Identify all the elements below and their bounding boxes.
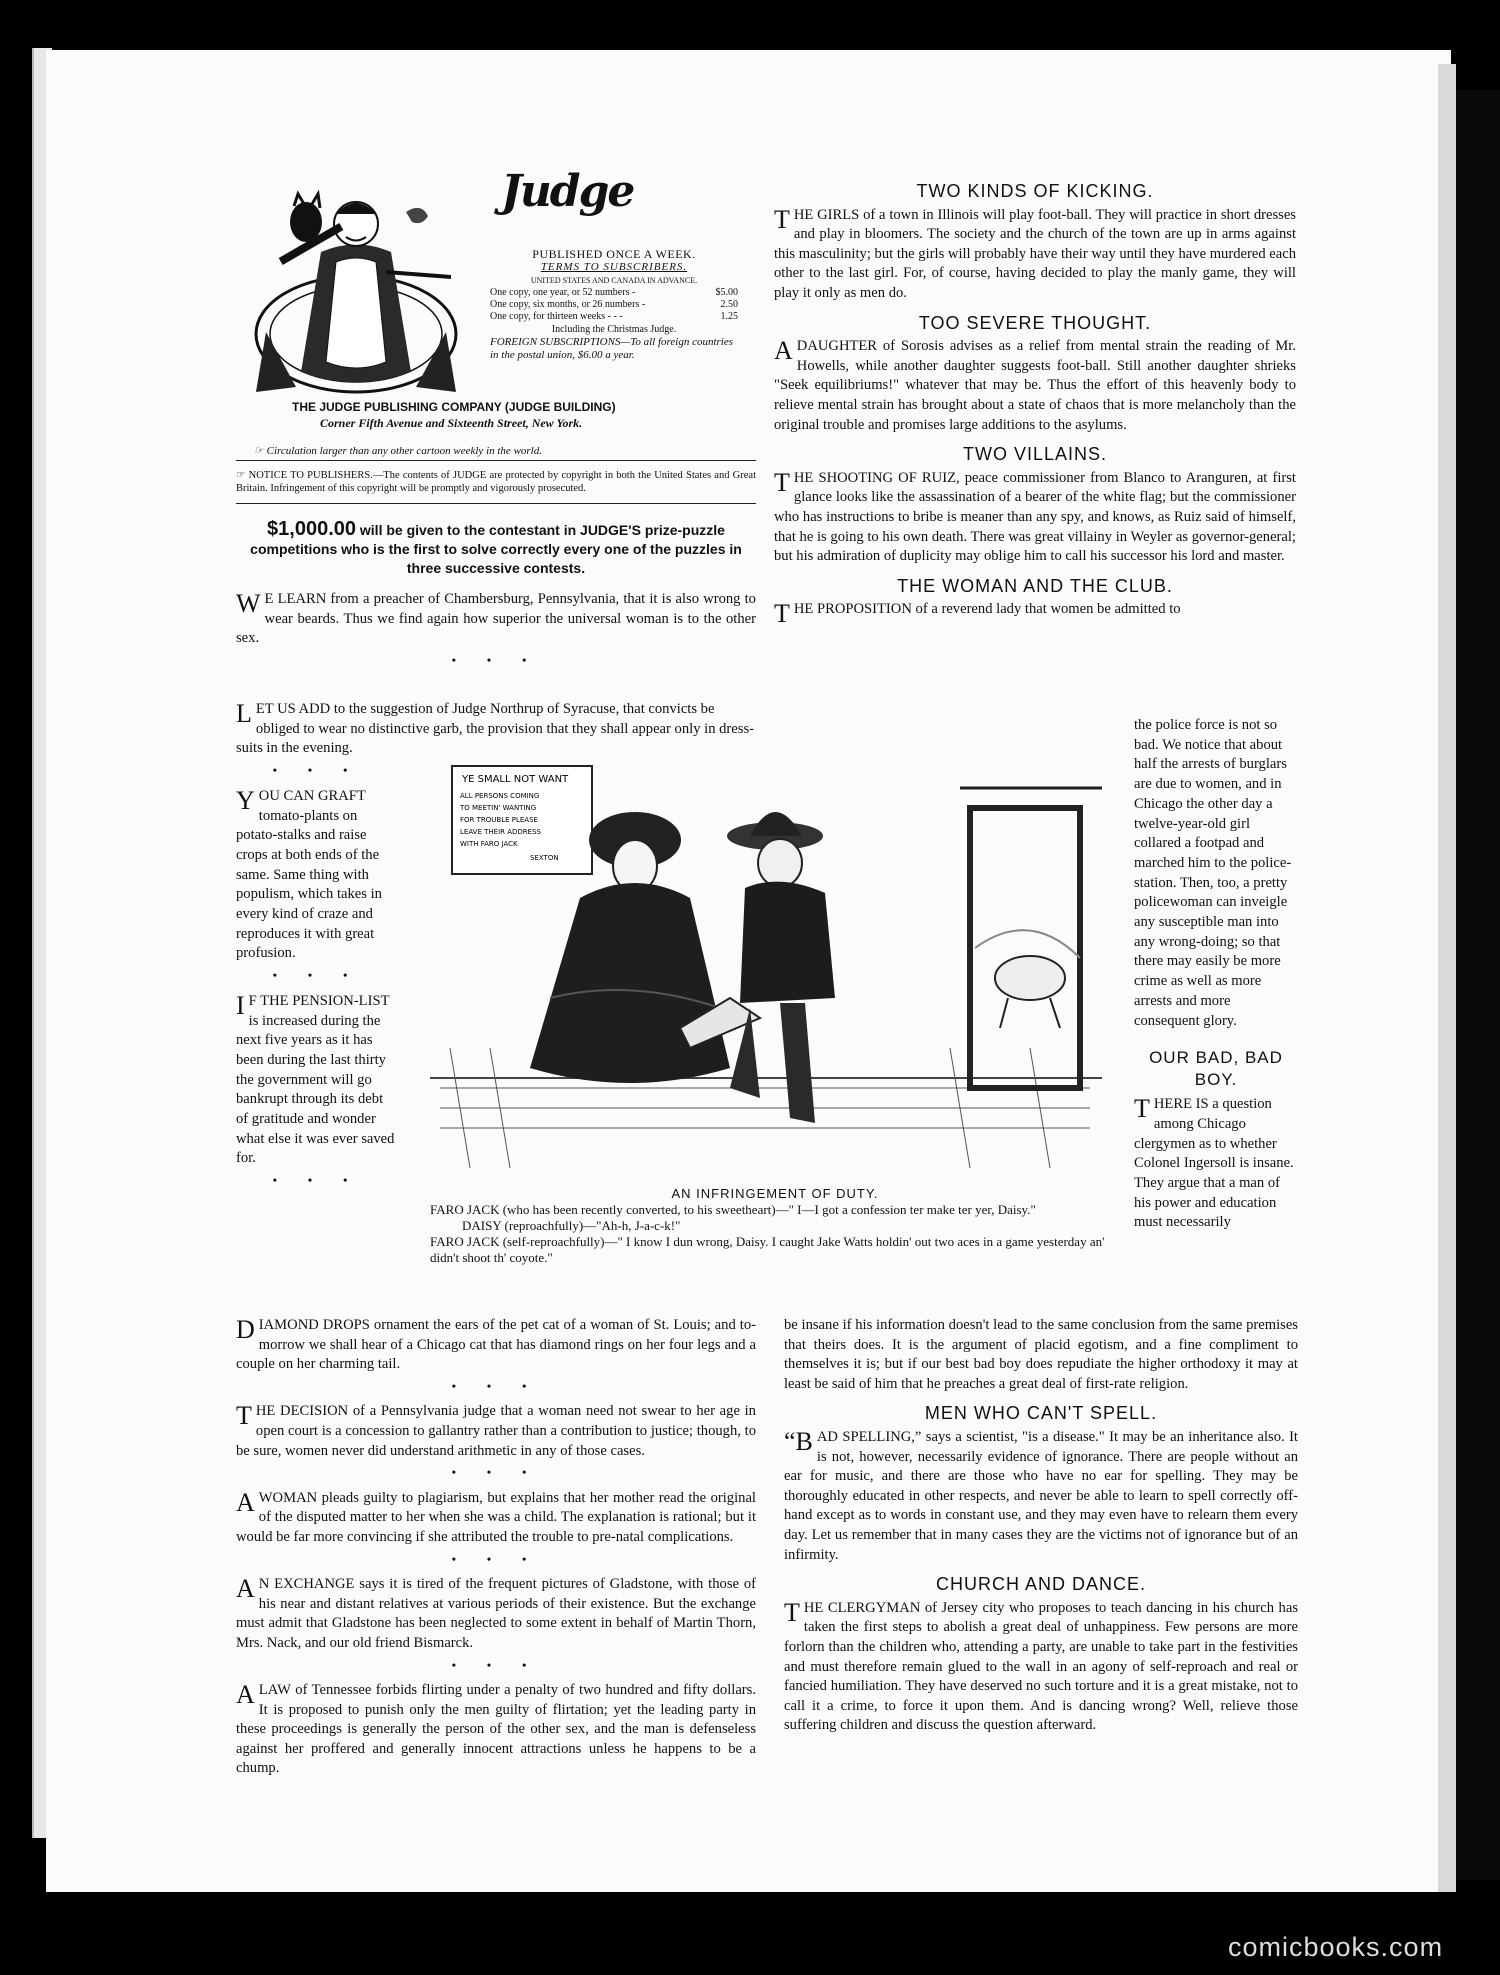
article-villains: THE SHOOTING OF RUIZ, peace commissioner from Blanco to Aranguren, at first glance looks like the assassination of a bearer of the white flag; but the commissioner who has instructions to bribe is meaner than any spy, and knows, as Ruiz said of himself, that he is going to his own death. There was great villainy in Weyler as governor-general; but his admiration of duplicity may oblige him to call his successor his lord and master. xyxy=(774,467,1296,565)
left-lower-column xyxy=(236,1316,756,1781)
sign-line: TO MEETIN' WANTING xyxy=(460,804,537,812)
prize-announcement xyxy=(236,520,756,578)
article-title: THE WOMAN AND THE CLUB. xyxy=(897,575,1173,596)
caption-line: FARO JACK (who has been recently converted, to his sweetheart)—" I—I got a confession ter make ter yer, Daisy." xyxy=(430,1202,1036,1217)
page-right-edge xyxy=(1438,64,1456,1892)
article-title: MEN WHO CAN'T SPELL. xyxy=(924,1403,1158,1424)
article-title: TWO VILLAINS. xyxy=(962,444,1108,465)
article-severe-thought: A DAUGHTER of Sorosis advises as a relief from mental strain the reading of Mr. Howells, while another daughter suggests foot-ball. Still another daughter shrieks "Seek equilibriums!" whatever that may be. Thus the effort of this heavenly body to relieve mental strain has brought about a state of chaos that is more melancholy than the original trouble and promises large additions to the asylums. xyxy=(774,336,1296,433)
right-narrow-column xyxy=(1134,716,1298,1235)
section-separator: • • • xyxy=(451,1551,541,1566)
section-separator: • • • xyxy=(451,1657,541,1672)
article-bad-boy: THERE IS a question among Chicago clergymen as to whether Colonel Ingersoll is insane. They argue that a man of his power and education must necessarily xyxy=(1134,1094,1294,1231)
article-bad-boy-cont: be insane if his information doesn't lead to the same conclusion from the same premises that theirs does. It is the argument of placid egotism, and a fine compliment to themselves it is; but if our best bad boy does repudiate the higher orthodoxy it may at least be said of him that he preaches a great deal of first-rate religion. xyxy=(784,1317,1298,1392)
article-let-us-add: LET US ADD to the suggestion of Judge Northrup of Syracuse, that convicts be obliged to wear no distinctive garb, the provision that they shall appear only in dress-suits in the evening. xyxy=(236,699,754,757)
site-watermark: comicbooks.com xyxy=(1228,1932,1444,1962)
article-title: OUR BAD, BAD BOY. xyxy=(1149,1048,1283,1090)
judge-mascot-illustration xyxy=(236,182,476,397)
section-separator: • • • xyxy=(451,1465,541,1480)
circulation-note: ☞ Circulation larger than any other cartoon weekly in the world. xyxy=(254,445,542,457)
sign-line: YE SMALL NOT WANT xyxy=(462,774,569,785)
article-woman-club-cont: the police force is not so bad. We notice that about half the arrests of burglars are due to women, and in Chicago the other day a twelve-year-old girl collared a footpad and marched him to the police-station. Then, too, a pretty policewoman can inveigle any susceptible man into any wrong-doing; so that there may easily be more crime as well as more arrests and more consequent glory. xyxy=(1134,717,1292,1029)
foreign-note: FOREIGN SUBSCRIPTIONS—To all foreign countries in the postal union, $6.00 a year. xyxy=(490,336,734,361)
right-column xyxy=(774,178,1296,629)
article-decision: THE DECISION of a Pennsylvania judge that a woman need not swear to her age in open court is a concession to gallantry rather than a contribution to justice; though, to be sure, women never did understand arithmetic in any of those cases. xyxy=(236,1401,756,1459)
article-title: TOO SEVERE THOUGHT. xyxy=(918,312,1152,333)
article-title: CHURCH AND DANCE. xyxy=(935,1574,1147,1595)
article-title: TWO KINDS OF KICKING. xyxy=(916,181,1154,201)
price-row: One copy, for thirteen weeks - - - 1.25 xyxy=(490,311,738,322)
article-spelling: “BAD SPELLING,” says a scientist, "is a disease." It may be an inheritance also. It is not, however, necessarily evidence of ignorance. There are people without an ear for music, and there are those who have no ear for spelling. They may be thoroughly educated in other respects, and never be able to learn to spell correctly off-hand except as to words in constant use, and they may even have to relearn them every day. Let us remember that in many cases they are the victims not of ignorance but of an infirmity. xyxy=(784,1426,1298,1563)
article-church-dance: THE CLERGYMAN of Jersey city who proposes to teach dancing in his church has taken the first steps to abolish a great deal of unhappiness. Few persons are more forlorn than the children who, attending a party, are unable to take part in the festivities and must therefore remain glued to the wall in an agony of self-reproach and real or fancied humiliation. They have deserved no such torture and it is a great mistake, not to call it a crime, to force it upon them. And is dancing wrong? Well, relieve those suffering children and discuss the question afterward. xyxy=(784,1597,1298,1734)
prize-text: will be given to the contestant in JUDGE'S prize-puzzle competitions who is the first to solve correctly every one of the puzzles in three successive contests. xyxy=(250,522,742,576)
article-kicking: THE GIRLS of a town in Illinois will play foot-ball. They will practice in short dresses and play in bloomers. The society and the church of the town are up in arms against this masculinity; but the girls will probably have their way until they have murdered each other to the last girl. For, of course, having decided to play the manly game, they will play it only as men do. xyxy=(774,204,1296,301)
publisher-name: THE JUDGE PUBLISHING COMPANY (JUDGE BUILDING) xyxy=(292,400,616,414)
section-separator: • • • xyxy=(272,968,362,983)
us-canada-note: UNITED STATES AND CANADA IN ADVANCE. xyxy=(530,276,698,285)
article-law: A LAW of Tennessee forbids flirting under a penalty of two hundred and fifty dollars. It is proposed to punish only the men guilty of flirtation; yet the leading party in these proceedings is generally the person of the other sex, and the man is defenseless against her proffered and generally innocent attractions unless he happens to be a chump. xyxy=(236,1680,756,1777)
article-woman-plagiarism: A WOMAN pleads guilty to plagiarism, but explains that her mother read the original of the disputed matter to her when she was a child. The explanation is rational; but it would be far more convincing if she attributed the trouble to pre-natal complications. xyxy=(236,1487,756,1545)
price-row: One copy, six months, or 26 numbers - 2.50 xyxy=(490,299,738,310)
judge-logo: Judge xyxy=(501,166,634,217)
sign-line: WITH FARO JACK xyxy=(460,840,518,848)
article-we-learn: W E LEARN from a preacher of Chambersburg, Pennsylvania, that it is also wrong to wear beards. Thus we find again how superior the universal woman is to the other sex. xyxy=(236,589,756,647)
article-woman-club: THE PROPOSITION of a reverend lady that women be admitted to xyxy=(774,599,1181,629)
caption-line: DAISY (reproachfully)—"Ah-h, J-a-c-k!" xyxy=(462,1218,681,1233)
prize-amount: $1,000.00 xyxy=(267,518,357,540)
article-graft: YOU CAN GRAFT tomato-plants on potato-stalks and raise crops at both ends of the same. Same thing with populism, which takes in every kind of craze and reproduces it with great profusion. xyxy=(236,785,382,962)
sign-line: ALL PERSONS COMING xyxy=(460,792,540,800)
article-diamond-drops: DIAMOND DROPS ornament the ears of the pet cat of a woman of St. Louis; and to-morrow we shall hear of a Chicago cat that has diamond rings on her four legs and a couple on her charming tail. xyxy=(236,1315,757,1373)
section-separator: • • • xyxy=(272,763,362,778)
scan-border xyxy=(1456,90,1500,1880)
terms-heading: TERMS TO SUBSCRIBERS. xyxy=(540,261,688,273)
published-note: PUBLISHED ONCE A WEEK. xyxy=(532,247,696,261)
copyright-notice: ☞ NOTICE TO PUBLISHERS.—The contents of JUDGE are protected by copyright in both the United States and Great Britain. Infringement of this copyright will be promptly and vigorously prosecuted. xyxy=(236,470,756,494)
caption-line: FARO JACK (self-reproachfully)—" I know I dun wrong, Daisy. I caught Jake Watts holdin' out two aces in a game yesterday an' didn't shoot th' coyote." xyxy=(430,1234,1105,1265)
sign-line: LEAVE THEIR ADDRESS xyxy=(460,828,541,836)
right-lower-column xyxy=(784,1316,1298,1738)
price-list xyxy=(490,287,738,323)
divider xyxy=(236,503,756,504)
price-row: One copy, one year, or 52 numbers - $5.00 xyxy=(490,287,738,298)
section-separator: • • • xyxy=(272,1173,362,1188)
publisher-address: Corner Fifth Avenue and Sixteenth Street, New York. xyxy=(320,416,583,430)
sign-line: FOR TROUBLE PLEASE xyxy=(460,816,538,824)
caption-title: AN INFRINGEMENT OF DUTY. xyxy=(671,1186,879,1201)
left-column xyxy=(236,166,756,676)
subscription-info xyxy=(490,248,738,362)
masthead xyxy=(236,166,756,457)
article-pension: I F THE PENSION-LIST is increased during the next five years as it has been during the last thirty the government will go bankrupt through its debt of gratitude and wonder what else it was ever saved for. xyxy=(236,990,395,1167)
article-exchange: A N EXCHANGE says it is tired of the frequent pictures of Gladstone, with those of his near and distant relatives at various periods of their existence. But the exchange must admit that Gladstone has been neglected to some extent in behalf of Martin Thorn, Mrs. Nack, and our old friend Bismarck. xyxy=(236,1574,756,1651)
section-separator: • • • xyxy=(451,652,541,667)
cartoon-illustration xyxy=(430,748,1102,1180)
section-separator: • • • xyxy=(451,1378,541,1393)
christmas-note: Including the Christmas Judge. xyxy=(551,324,677,335)
sign-line: SEXTON xyxy=(530,854,559,862)
illustration-caption xyxy=(430,1186,1120,1266)
